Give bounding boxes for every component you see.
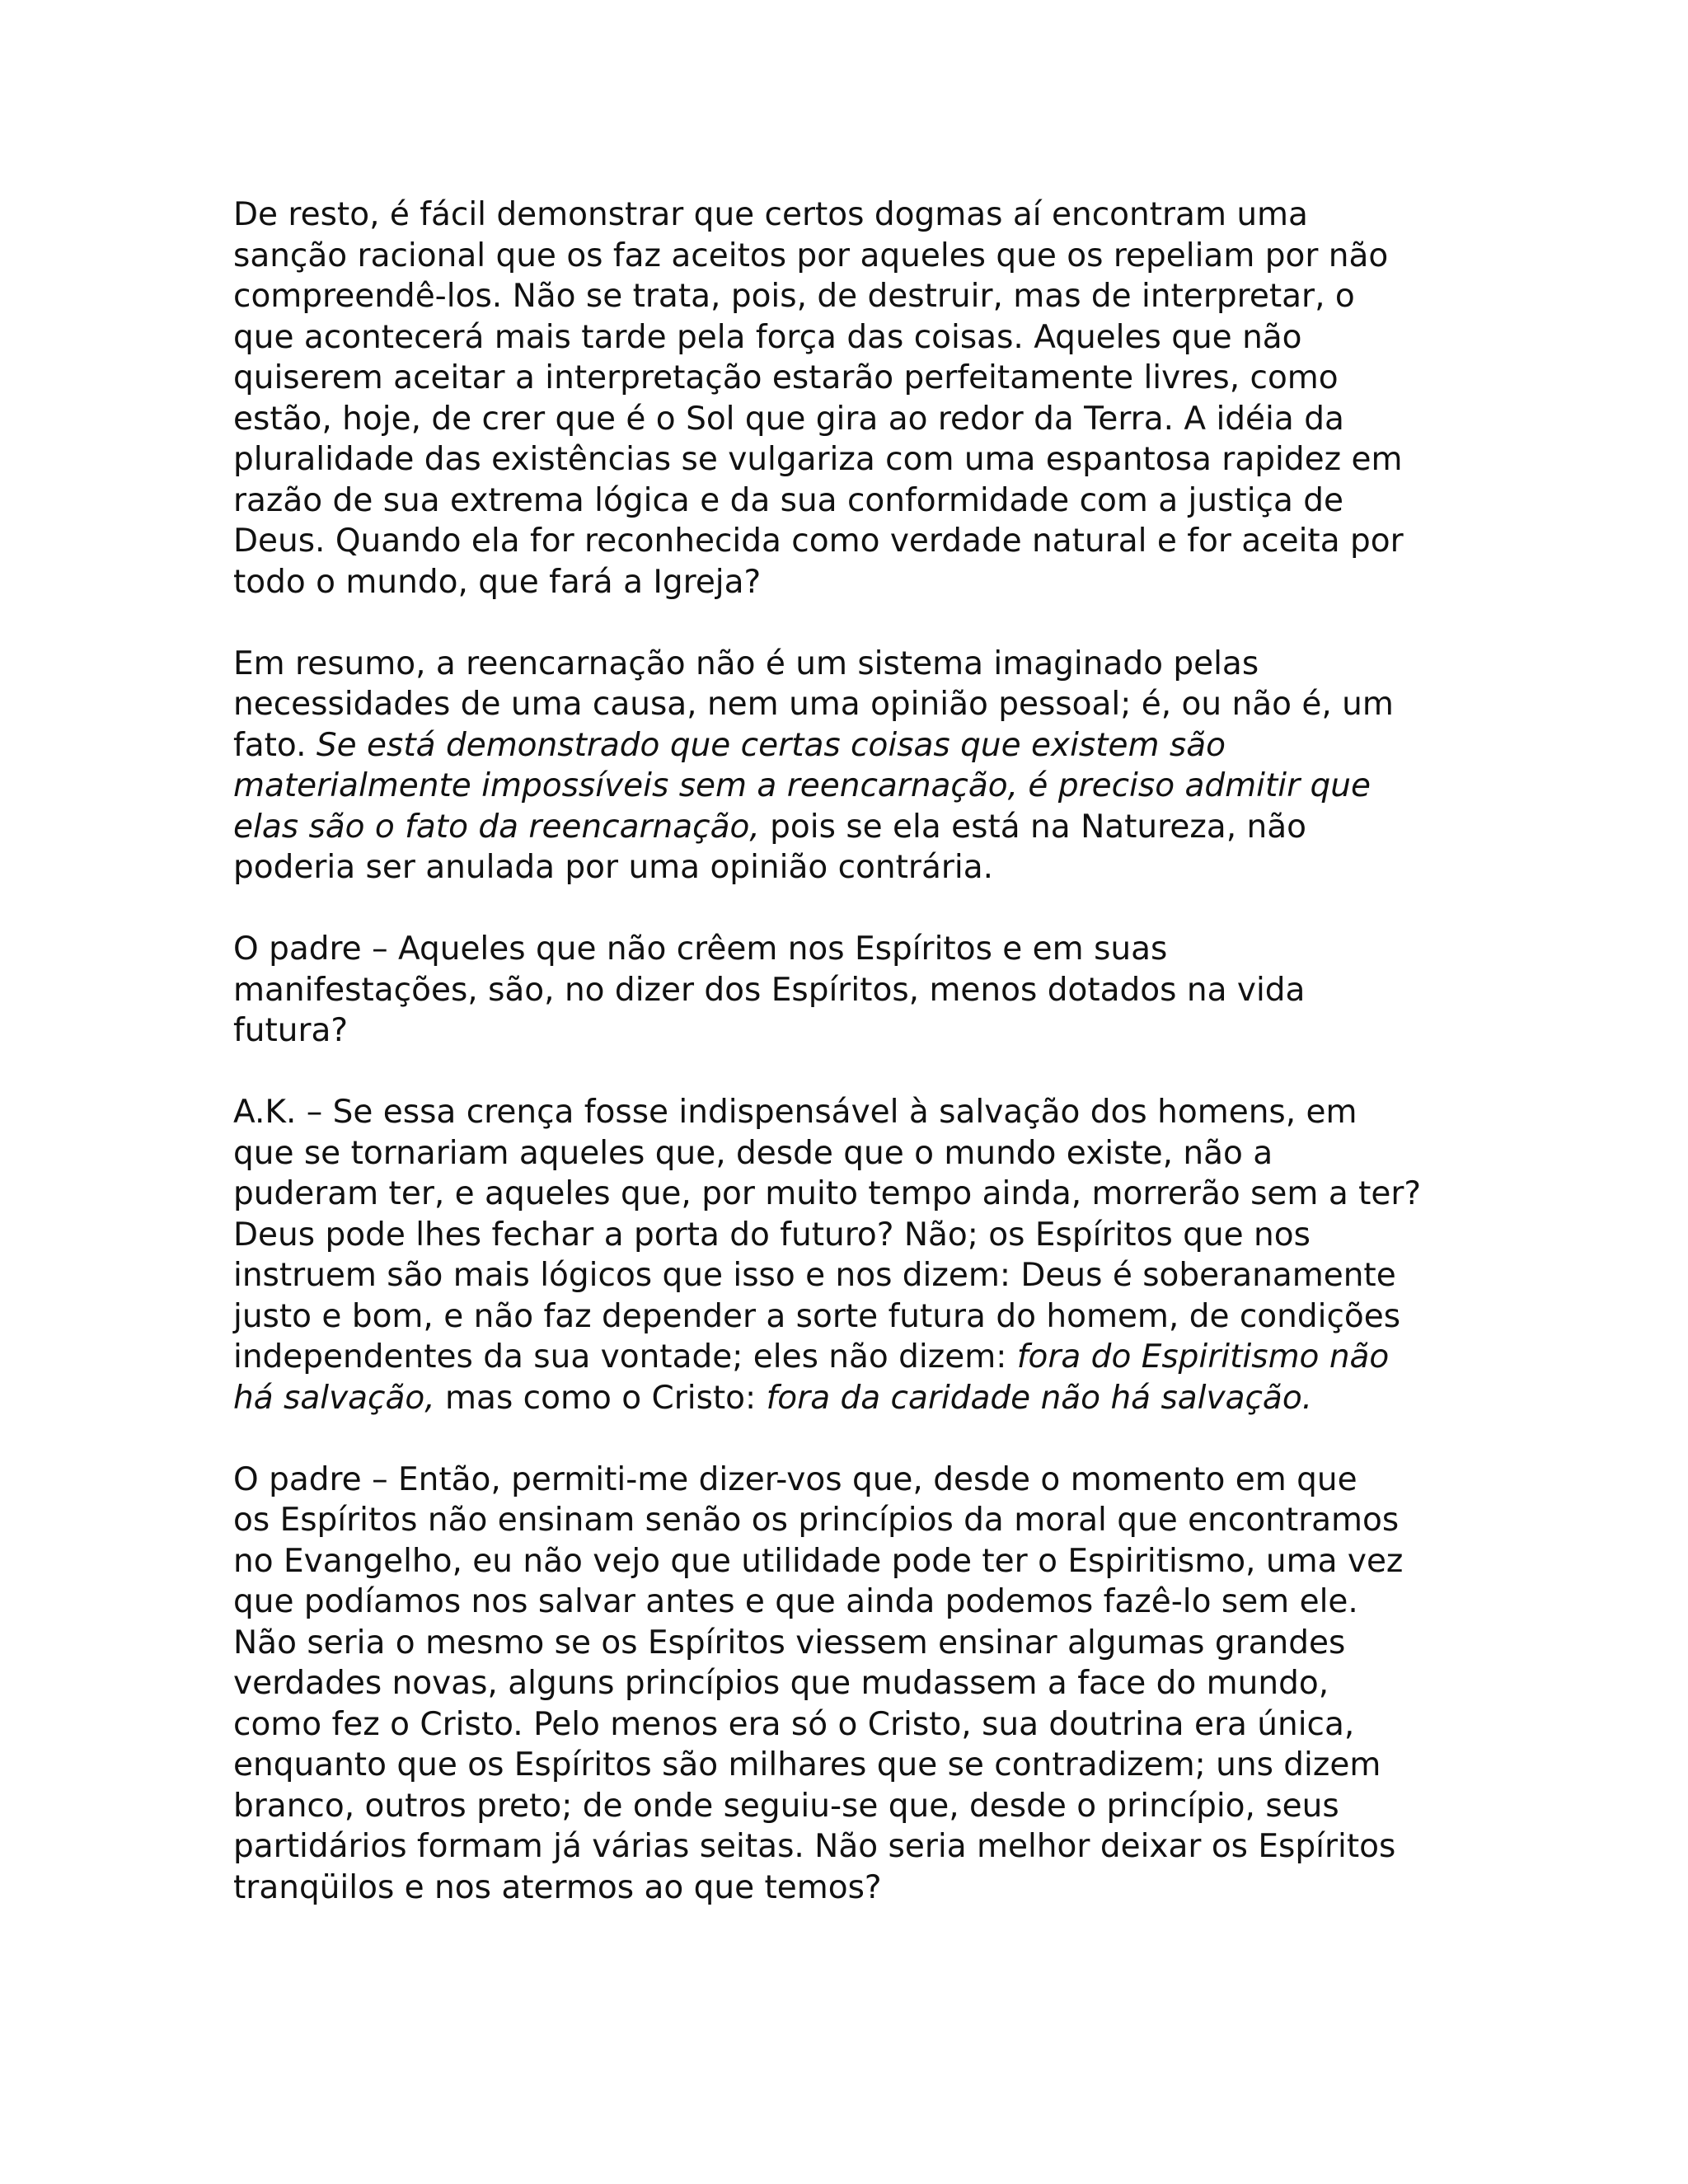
- text-line: [233, 1826, 1494, 1868]
- text-line: [233, 970, 1494, 1011]
- text-line: [233, 194, 1494, 236]
- text-line: [233, 317, 1494, 359]
- text-line: [233, 480, 1494, 522]
- text-run: todo o mundo, que fará a Igreja?: [233, 563, 762, 601]
- text-run: partidários formam já várias seitas. Não seria melhor deixar os Espíritos: [233, 1828, 1396, 1865]
- text-line: [233, 1092, 1494, 1133]
- text-run: tranqüilos e nos atermos ao que temos?: [233, 1868, 882, 1906]
- text-line: [233, 358, 1494, 399]
- italic-text: materialmente impossíveis sem a reencarnação, é preciso admitir que: [233, 767, 1371, 804]
- text-line: [233, 644, 1494, 685]
- text-line: [233, 1500, 1494, 1541]
- paragraph: [233, 194, 1494, 602]
- text-run: branco, outros preto; de onde seguiu-se que, desde o princípio, seus: [233, 1787, 1339, 1825]
- text-run: pois se ela está na Natureza, não: [759, 808, 1306, 846]
- text-run: manifestações, são, no dizer dos Espíritos, menos dotados na vida: [233, 971, 1306, 1009]
- text-run: necessidades de uma causa, nem uma opinião pessoal; é, ou não é, um: [233, 686, 1394, 723]
- italic-text: fora do Espiritismo não: [1016, 1338, 1390, 1376]
- text-run: Deus pode lhes fechar a porta do futuro? Não; os Espíritos que nos: [233, 1216, 1311, 1254]
- text-line: [233, 1541, 1494, 1582]
- text-run: sanção racional que os faz aceitos por aqueles que os repeliam por não: [233, 237, 1389, 274]
- text-line: [233, 725, 1494, 766]
- text-line: [233, 1337, 1494, 1378]
- text-run: os Espíritos não ensinam senão os princípios da moral que encontramos: [233, 1502, 1400, 1539]
- text-line: [233, 1133, 1494, 1174]
- text-line: [233, 1582, 1494, 1623]
- text-run: O padre – Então, permiti-me dizer-vos que, desde o momento em que: [233, 1460, 1357, 1498]
- text-run: mas como o Cristo:: [434, 1379, 767, 1417]
- text-run: Deus. Quando ela for reconhecida como verdade natural e for aceita por: [233, 523, 1404, 560]
- text-line: [233, 1255, 1494, 1296]
- document-body: [233, 194, 1494, 1949]
- text-run: independentes da sua vontade; eles não dizem:: [233, 1338, 1017, 1376]
- text-run: justo e bom, e não faz depender a sorte futura do homem, de condições: [233, 1297, 1401, 1335]
- text-run: no Evangelho, eu não vejo que utilidade pode ter o Espiritismo, uma vez: [233, 1542, 1404, 1580]
- text-run: futura?: [233, 1012, 349, 1049]
- text-run: pluralidade das existências se vulgariza com uma espantosa rapidez em: [233, 441, 1403, 478]
- paragraph: [233, 1092, 1494, 1418]
- text-run: A.K. – Se essa crença fosse indispensável à salvação dos homens, em: [233, 1094, 1357, 1131]
- text-run: razão de sua extrema lógica e da sua conformidade com a justiça de: [233, 481, 1344, 519]
- text-run: que se tornariam aqueles que, desde que o mundo existe, não a: [233, 1134, 1273, 1172]
- text-line: [233, 1215, 1494, 1256]
- text-line: [233, 276, 1494, 317]
- text-line: [233, 562, 1494, 603]
- text-line: [233, 929, 1494, 970]
- text-run: O padre – Aqueles que não crêem nos Espíritos e em suas: [233, 930, 1168, 968]
- text-line: [233, 684, 1494, 725]
- text-line: [233, 1745, 1494, 1786]
- paragraph: [233, 644, 1494, 888]
- text-line: [233, 1174, 1494, 1215]
- text-run: instruem são mais lógicos que isso e nos dizem: Deus é soberanamente: [233, 1257, 1396, 1294]
- text-run: quiserem aceitar a interpretação estarão perfeitamente livres, como: [233, 359, 1339, 396]
- text-run: poderia ser anulada por uma opinião contrária.: [233, 849, 994, 886]
- text-run: De resto, é fácil demonstrar que certos dogmas aí encontram uma: [233, 196, 1308, 233]
- text-line: [233, 1010, 1494, 1052]
- italic-text: fora da caridade não há salvação.: [766, 1379, 1313, 1417]
- text-run: como fez o Cristo. Pelo menos era só o Cristo, sua doutrina era única,: [233, 1705, 1355, 1743]
- text-run: enquanto que os Espíritos são milhares que se contradizem; uns dizem: [233, 1746, 1381, 1783]
- text-line: [233, 1663, 1494, 1704]
- text-line: [233, 1786, 1494, 1827]
- italic-text: Se está demonstrado que certas coisas que existem são: [316, 726, 1226, 764]
- italic-text: há salvação,: [233, 1379, 435, 1417]
- text-run: que acontecerá mais tarde pela força das coisas. Aqueles que não: [233, 318, 1302, 356]
- paragraph: [233, 1460, 1494, 1909]
- paragraph: [233, 929, 1494, 1052]
- text-line: [233, 807, 1494, 848]
- text-run: estão, hoje, de crer que é o Sol que gira ao redor da Terra. A idéia da: [233, 400, 1344, 438]
- text-run: compreendê-los. Não se trata, pois, de destruir, mas de interpretar, o: [233, 278, 1355, 315]
- text-line: [233, 236, 1494, 277]
- text-line: [233, 847, 1494, 888]
- text-run: Em resumo, a reencarnação não é um sistema imaginado pelas: [233, 644, 1259, 682]
- text-line: [233, 439, 1494, 480]
- text-line: [233, 1623, 1494, 1664]
- text-run: puderam ter, e aqueles que, por muito tempo ainda, morrerão sem a ter?: [233, 1175, 1422, 1212]
- text-line: [233, 1460, 1494, 1501]
- text-run: fato.: [233, 726, 316, 764]
- text-run: Não seria o mesmo se os Espíritos viessem ensinar algumas grandes: [233, 1624, 1346, 1661]
- text-line: [233, 1378, 1494, 1419]
- text-run: verdades novas, alguns princípios que mudassem a face do mundo,: [233, 1665, 1329, 1702]
- text-line: [233, 1704, 1494, 1746]
- text-line: [233, 766, 1494, 807]
- text-line: [233, 399, 1494, 440]
- text-run: que podíamos nos salvar antes e que ainda podemos fazê-lo sem ele.: [233, 1583, 1358, 1620]
- italic-text: elas são o fato da reencarnação,: [233, 808, 760, 846]
- text-line: [233, 521, 1494, 562]
- text-line: [233, 1296, 1494, 1338]
- text-line: [233, 1868, 1494, 1909]
